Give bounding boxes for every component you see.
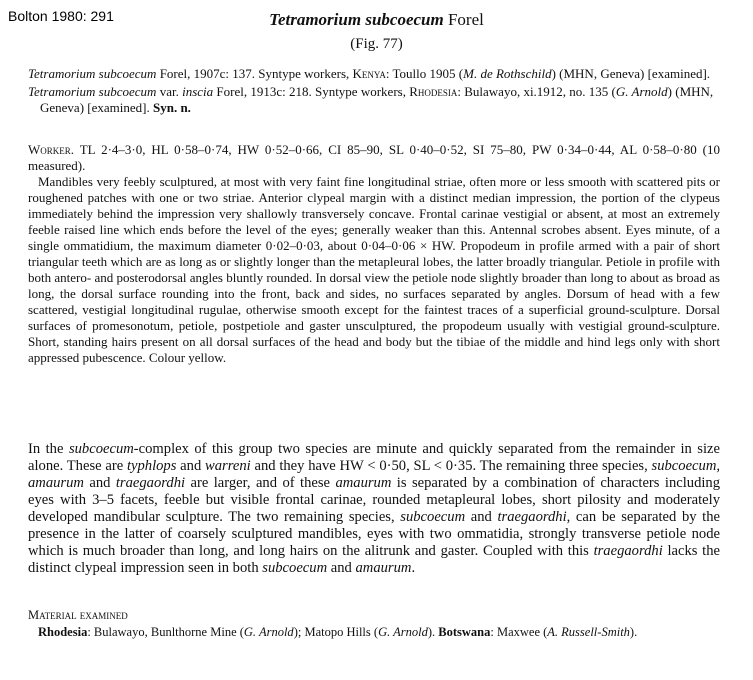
discussion-taxon: subcoecum [68, 441, 134, 457]
discussion-taxon: traegaordhi [497, 509, 567, 525]
discussion-text: is separated by a combination of characters including eyes with 3–5 facets, feeble but visible frontal carinae, rounded metapleural lobes, short pilosity and moderately developed mandibular sculpture. The two remaining species, [28, 475, 721, 525]
synonym-country: Kenya [352, 66, 386, 81]
synonym-var-text: var. [159, 84, 179, 99]
synonym-taxon: Tetramorium subcoecum [28, 84, 157, 99]
discussion-taxon: amaurum [335, 475, 392, 491]
synonym-repository: ) (MHN, Geneva) [examined]. [40, 84, 714, 115]
material-examined-section [28, 607, 720, 640]
material-text: ); Matopo Hills ( [293, 625, 379, 639]
material-text: ). [427, 625, 439, 639]
discussion-text: In the [28, 441, 69, 457]
material-collector: G. Arnold [378, 625, 428, 639]
material-text: : Maxwee ( [490, 625, 548, 639]
discussion-taxon: amaurum [355, 560, 412, 576]
synonym-collector: M. de Rothschild [463, 66, 552, 81]
discussion-taxon: subcoecum [262, 560, 328, 576]
worker-description: Mandibles very feebly sculptured, at most with very faint fine longitudinal striae, often more or less smooth with scattered pits or roughened patches with one or two striae. Anterior clypeal margin with a distinct median impression, the portion of the clypeus immediately behind the impression very shallowly transversely concave. Frontal carinae vestigial or absent, at most an extremely feeble raised line which ends before the level of the eyes; generally weaker than this. Antennal scrobes absent. Eyes minute, of a single ommatidium, the maximum diameter 0·02–0·03, about 0·04–0·06 × HW. Propodeum in profile armed with a pair of short triangular teeth which are as long as or slightly longer than the metapleural lobes, the latter broadly triangular. Petiole in profile with both antero- and posterodorsal angles bluntly rounded. In dorsal view the petiole node slightly broader than long to about as broad as long, the dorsal surface rounding into the front, back and sides, no surfaces separated by angles. Dorsum of head with a few scattered, vestigial longitudinal rugulae, otherwise smooth except for the faintest traces of a superficial ground-sculpture. Dorsal surfaces of promesonotum, petiole, postpetiole and gaster unsculptured, the propodeum usually with vestigial ground-sculpture. Short, standing hairs present on all dorsal surfaces of the head and body but the tibiae of the middle and hind legs only with short appressed pubescence. Colour yellow. [28, 174, 720, 365]
discussion-text: lacks the distinct clypeal impression seen in both [28, 543, 720, 576]
discussion-taxon: traegaordhi [115, 475, 186, 491]
discussion-taxon: subcoecum [400, 509, 466, 525]
synonym-taxon: Tetramorium subcoecum [28, 66, 157, 81]
discussion-text: and [176, 458, 206, 474]
synonym-author-year: Forel, 1913c: 218. Syntype workers, [216, 84, 406, 99]
synonym-var-name: inscia [182, 84, 214, 99]
synonym-repository: ) (MHN, Geneva) [examined]. [551, 66, 711, 81]
material-text: ). [629, 625, 638, 639]
worker-section [28, 142, 720, 366]
synonym-collector: G. Arnold [615, 84, 668, 99]
synonym-entry [28, 66, 728, 82]
discussion-text: , can be separated by the presence in the latter of coarsely sculptured mandibles, eyes with two ommatidia, strongly transverse petiole node which is much broader than long, and long hairs on the alitrunk and gaster. Coupled with this [28, 509, 721, 559]
species-author: Forel [447, 10, 484, 29]
discussion-taxon: subcoecum, amaurum [28, 458, 721, 491]
synonym-country: Rhodesia [409, 84, 458, 99]
material-country: Botswana [438, 625, 491, 639]
synonym-entry [28, 84, 728, 116]
discussion-text: and [83, 475, 116, 491]
material-text: : Bulawayo, Bunlthorne Mine ( [87, 625, 244, 639]
discussion-text: . [411, 560, 416, 576]
discussion-taxon: typhlops [126, 458, 177, 474]
discussion-text: and they have HW < 0·50, SL < 0·35. The remaining three species, [250, 458, 652, 474]
material-heading: Material examined [28, 608, 128, 622]
discussion-taxon: traegaordhi [593, 543, 663, 559]
species-title [0, 9, 753, 31]
synonym-locality: : Bulawayo, xi.1912, no. 135 ( [457, 84, 616, 99]
worker-measurements-paragraph [28, 142, 720, 174]
synonym-status: Syn. n. [152, 100, 191, 115]
discussion-text: are larger, and of these [185, 475, 336, 491]
source-tag: Bolton 1980: 291 [8, 8, 114, 24]
figure-reference: (Fig. 77) [350, 36, 403, 52]
discussion-text: and [327, 560, 356, 576]
discussion-paragraph [28, 441, 720, 577]
material-list [28, 624, 720, 640]
worker-measurements: TL 2·4–3·0, HL 0·58–0·74, HW 0·52–0·66, CI 85–90, SL 0·40–0·52, SI 75–80, PW 0·34–0·44, AL 0·58–0·80 (10 measured). [28, 142, 721, 173]
synonymy-list [28, 66, 728, 118]
material-country: Rhodesia [38, 625, 88, 639]
species-name: Tetramorium subcoecum [269, 10, 444, 29]
material-collector: G. Arnold [243, 625, 294, 639]
synonym-author-year: Forel, 1907c: 137. Syntype workers, [159, 66, 350, 81]
discussion-text: -complex of this group two species are minute and quickly separated from the remainder in size alone. These are [28, 441, 720, 474]
discussion-text: and [465, 509, 498, 525]
worker-label: Worker. [28, 142, 75, 157]
discussion-taxon: warreni [205, 458, 251, 474]
synonym-locality: : Toullo 1905 ( [385, 66, 464, 81]
material-collector: A. Russell-Smith [547, 625, 630, 639]
